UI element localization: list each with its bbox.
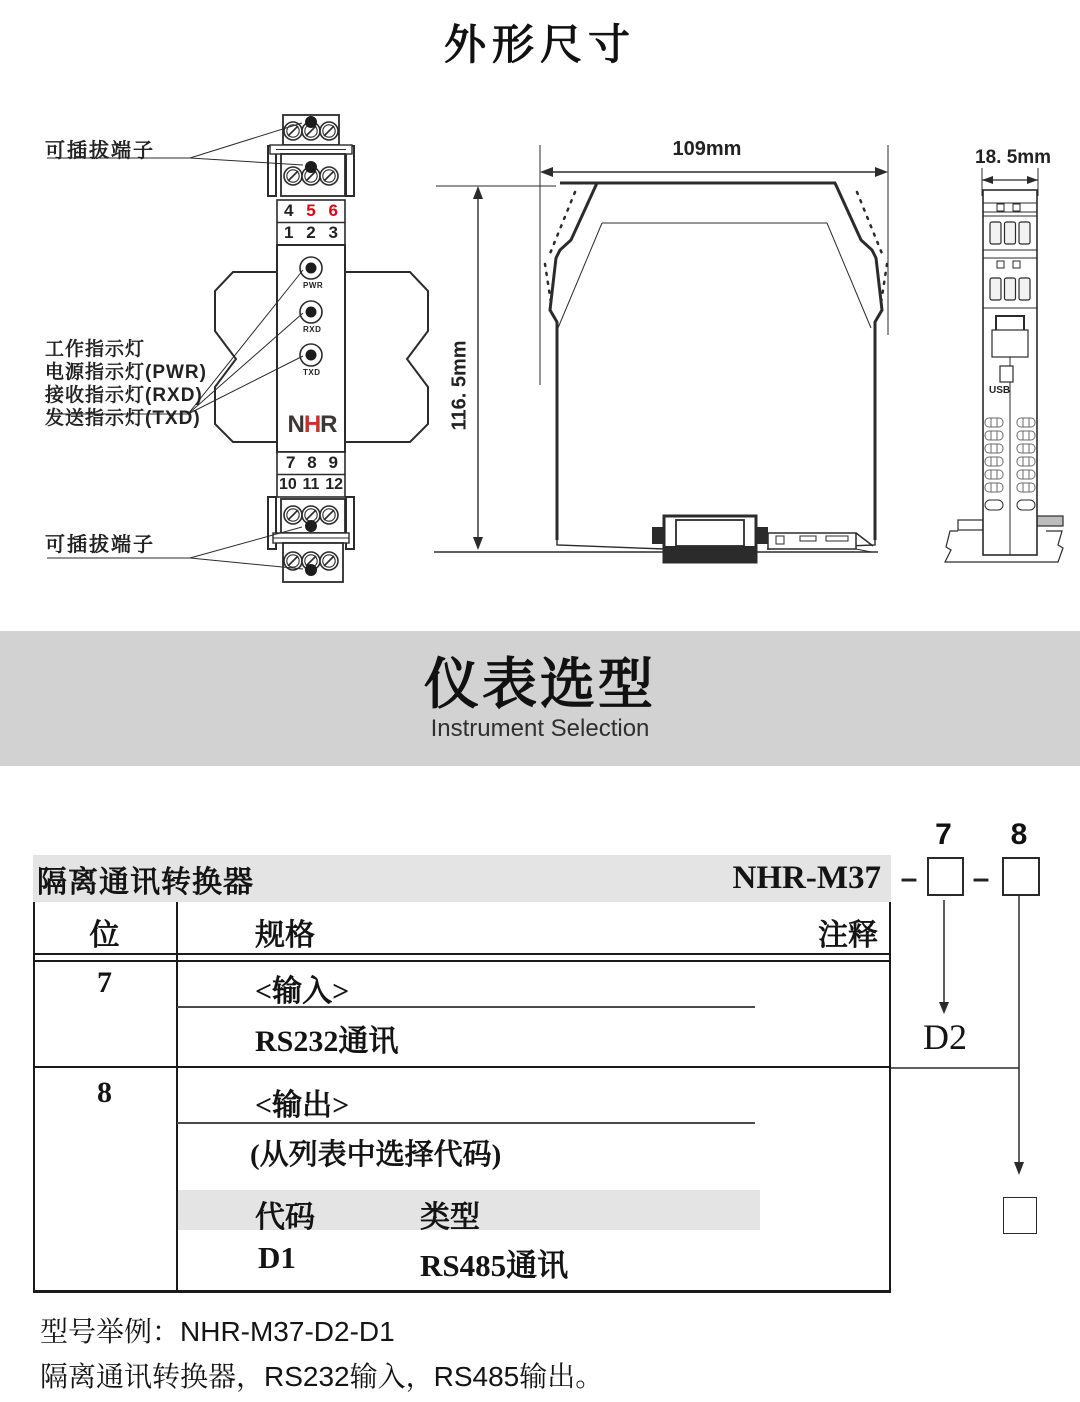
column-header-position: 位 [89,919,120,952]
logo-letter-h: H [303,411,321,438]
dash-separator-2: – [972,862,990,895]
table-header-rule-2 [33,960,891,962]
terminal-numbers-789 [286,453,338,473]
terminal-1: 1 [284,223,294,242]
table-row-divider [33,1066,891,1068]
terminal-3: 3 [328,223,338,242]
terminal-numbers-101112 [279,476,343,494]
terminal-6: 6 [328,201,338,220]
model-code: NHR-M37 [732,860,881,896]
terminal-11: 11 [302,476,320,493]
product-title-bar [33,855,891,902]
row7-spec-title: <输入> [255,975,350,1008]
row7-spec-value: RS232通讯 [255,1025,399,1058]
row7-position: 7 [97,966,112,999]
terminal-numbers-123 [284,223,338,243]
label-pluggable-terminal-top: 可插拔端子 [45,140,155,162]
code-box-position-7 [927,857,964,896]
label-pluggable-terminal-bottom: 可插拔端子 [45,534,155,556]
dash-separator-1: – [900,862,918,895]
type-header: 类型 [420,1201,480,1234]
logo-letter-r: R [320,411,337,438]
led-name-txd: TXD [303,368,321,377]
terminal-12: 12 [325,476,343,493]
banner-title: 仪表选型 [423,652,656,715]
dimension-height-116-5mm: 116. 5mm [448,340,471,431]
type-value-rs485: RS485通讯 [420,1248,569,1283]
label-rx-led: 接收指示灯(RXD) [45,385,203,406]
terminal-4: 4 [284,201,294,220]
terminal-dot [305,520,317,532]
terminal-10: 10 [279,476,297,493]
code-box-position-8 [1002,857,1040,896]
row8-position: 8 [97,1076,112,1109]
end-view [945,168,1063,562]
terminal-numbers-456 [284,201,338,221]
row7-note-code: D2 [923,1017,967,1057]
position-label-8: 8 [1010,818,1028,851]
label-tx-led: 发送指示灯(TXD) [45,408,201,429]
led-name-pwr: PWR [303,281,324,290]
terminal-8: 8 [307,453,317,472]
usb-port-label: USB [989,385,1011,396]
dimension-width-109mm: 109mm [672,138,742,160]
banner-subtitle: Instrument Selection [430,714,650,742]
logo-letter-n: N [287,411,304,438]
column-header-spec: 规格 [255,919,315,952]
answer-box-position-8 [1003,1197,1037,1234]
position-label-7: 7 [935,818,952,851]
terminal-5: 5 [306,201,316,220]
nhr-logo [284,411,340,439]
terminal-dot [305,116,317,128]
column-header-note: 注释 [818,919,878,952]
product-name: 隔离通讯转换器 [37,865,254,899]
example-description: 隔离通讯转换器，RS232输入，RS485输出。 [40,1361,604,1392]
terminal-7: 7 [286,453,296,472]
terminal-dot [305,161,317,173]
example-model: 型号举例：NHR-M37-D2-D1 [40,1316,395,1347]
code-header: 代码 [255,1201,315,1234]
led-name-rxd: RXD [303,325,322,334]
terminal-2: 2 [306,223,316,242]
terminal-dot [305,564,317,576]
label-working-led: 工作指示灯 [45,339,146,360]
code-value-d1: D1 [258,1240,296,1275]
page-title: 外形尺寸 [443,21,636,68]
label-indicator-leds [45,338,207,430]
side-view [434,145,888,562]
row8-spec-title: <输出> [255,1089,350,1122]
row8-spec-hint: (从列表中选择代码) [250,1139,502,1171]
label-power-led: 电源指示灯(PWR) [45,362,207,383]
terminal-9: 9 [328,453,338,472]
dimension-width-18-5mm: 18. 5mm [975,147,1052,168]
